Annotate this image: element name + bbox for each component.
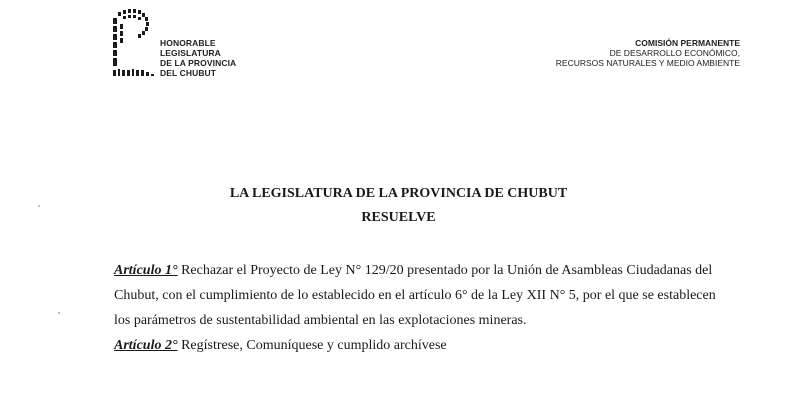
document-body: [114, 258, 754, 358]
commission-line: RECURSOS NATURALES Y MEDIO AMBIENTE: [555, 58, 740, 68]
org-line: LEGISLATURA: [160, 48, 221, 58]
commission-line: COMISIÓN PERMANENTE: [635, 38, 740, 48]
document-title: LA LEGISLATURA DE LA PROVINCIA DE CHUBUT: [229, 186, 568, 201]
commission-line: DE DESARROLLO ECONÓMICO,: [609, 48, 740, 58]
document-subtitle: RESUELVE: [361, 210, 436, 225]
scan-speck: [58, 312, 60, 314]
scan-speck: [38, 205, 40, 207]
article-2-text: Regístrese, Comuníquese y cumplido archívese: [177, 338, 447, 353]
commission-name: [556, 38, 740, 68]
legislature-logo-icon: [112, 8, 158, 78]
org-line: DEL CHUBUT: [160, 68, 217, 78]
article-2-line: [114, 333, 754, 358]
article-2-label: Artículo 2°: [114, 338, 178, 353]
article-1-line: [114, 258, 754, 283]
org-line: HONORABLE: [160, 38, 216, 48]
article-1-line: Chubut, con el cumplimiento de lo establecido en el artículo 6° de la Ley XII N° 5, por el que se establecen: [114, 288, 716, 303]
article-1-line: los parámetros de sustentabilidad ambiental en las explotaciones mineras.: [114, 313, 527, 328]
article-1-text: Rechazar el Proyecto de Ley N° 129/20 presentado por la Unión de Asambleas Ciudadanas del: [177, 263, 713, 278]
legislature-name: [160, 38, 236, 78]
article-1-label: Artículo 1°: [114, 263, 178, 278]
org-line: DE LA PROVINCIA: [160, 58, 237, 68]
